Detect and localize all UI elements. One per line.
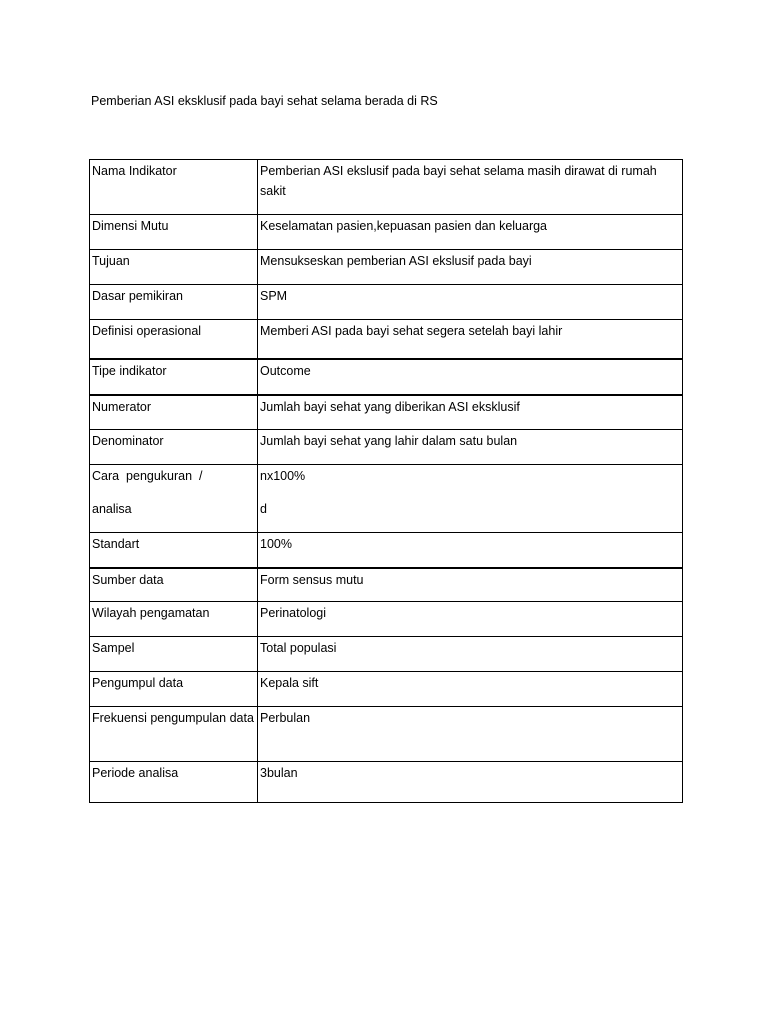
row-label: Tujuan [90, 250, 258, 285]
table-row [90, 465, 683, 533]
row-value: Jumlah bayi sehat yang diberikan ASI eksklusif [258, 395, 683, 430]
table-row [90, 568, 683, 602]
row-value: nx100% d [258, 465, 683, 533]
row-value: Kepala sift [258, 672, 683, 707]
row-label: Pengumpul data [90, 672, 258, 707]
table-row [90, 395, 683, 430]
indicator-table [89, 159, 683, 803]
row-value: 3bulan [258, 762, 683, 803]
table-row [90, 215, 683, 250]
row-label: Dimensi Mutu [90, 215, 258, 250]
row-value: SPM [258, 285, 683, 320]
table-row [90, 250, 683, 285]
row-value: Keselamatan pasien,kepuasan pasien dan keluarga [258, 215, 683, 250]
table-row [90, 285, 683, 320]
row-value: Pemberian ASI ekslusif pada bayi sehat selama masih dirawat di rumah sakit [258, 160, 683, 215]
row-label: Dasar pemikiran [90, 285, 258, 320]
document-title: Pemberian ASI eksklusif pada bayi sehat selama berada di RS [91, 94, 438, 108]
row-label: Sampel [90, 637, 258, 672]
row-value: Perbulan [258, 707, 683, 762]
row-value: Form sensus mutu [258, 568, 683, 602]
row-label: Wilayah pengamatan [90, 602, 258, 637]
table-row [90, 707, 683, 762]
row-label: Numerator [90, 395, 258, 430]
row-label: Tipe indikator [90, 359, 258, 395]
row-value: Memberi ASI pada bayi sehat segera setelah bayi lahir [258, 320, 683, 359]
row-label: Cara pengukuran / analisa [90, 465, 258, 533]
table-row [90, 637, 683, 672]
row-value: 100% [258, 533, 683, 568]
table-row [90, 602, 683, 637]
table-row [90, 160, 683, 215]
row-value: Outcome [258, 359, 683, 395]
row-label: Nama Indikator [90, 160, 258, 215]
table-row [90, 359, 683, 395]
table-row [90, 672, 683, 707]
row-label: Definisi operasional [90, 320, 258, 359]
table-row [90, 430, 683, 465]
table-row [90, 533, 683, 568]
table-row [90, 762, 683, 803]
row-label: Frekuensi pengumpulan data [90, 707, 258, 762]
row-label: Sumber data [90, 568, 258, 602]
row-value: Total populasi [258, 637, 683, 672]
row-value: Jumlah bayi sehat yang lahir dalam satu bulan [258, 430, 683, 465]
row-value: Perinatologi [258, 602, 683, 637]
row-label: Periode analisa [90, 762, 258, 803]
table-row [90, 320, 683, 359]
row-label: Denominator [90, 430, 258, 465]
row-label: Standart [90, 533, 258, 568]
row-value: Mensukseskan pemberian ASI ekslusif pada bayi [258, 250, 683, 285]
